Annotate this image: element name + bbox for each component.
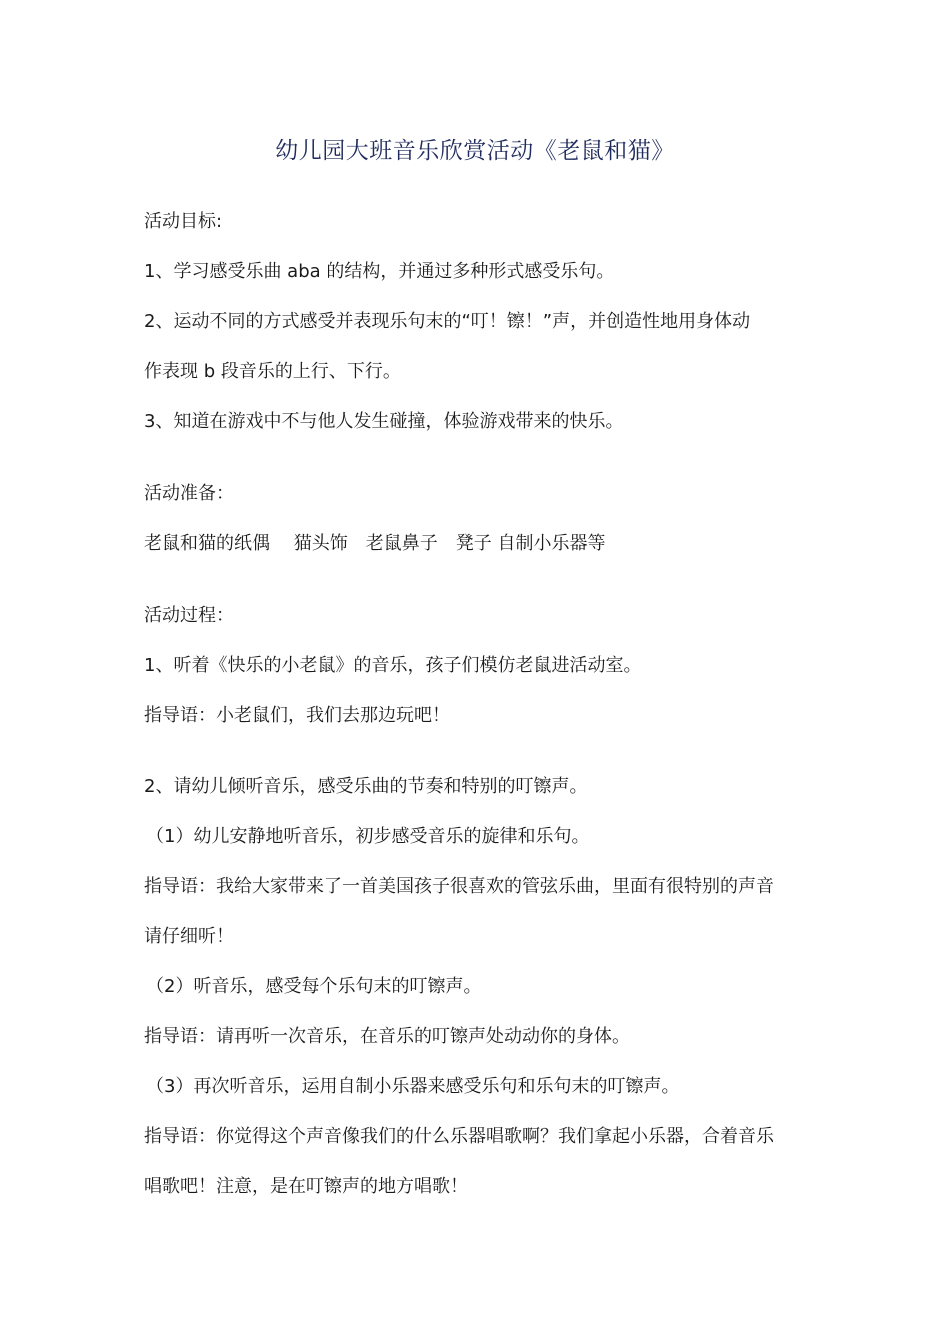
substep-1: （1）幼儿安静地听音乐，初步感受音乐的旋律和乐句。	[146, 826, 590, 847]
substep-2: （2）听音乐，感受每个乐句末的叮镲声。	[146, 976, 482, 997]
preparation-materials: 老鼠和猫的纸偶 猫头饰 老鼠鼻子 凳子 自制小乐器等	[144, 533, 606, 554]
goal-item-2: 2、运动不同的方式感受并表现乐句末的“叮！镲！”声，并创造性地用身体动	[144, 311, 751, 332]
section-heading-goals: 活动目标:	[144, 211, 223, 232]
section-heading-process: 活动过程：	[144, 605, 234, 626]
guidance-text-2-continued: 请仔细听！	[144, 926, 234, 947]
process-step-2: 2、请幼儿倾听音乐，感受乐曲的节奏和特别的叮镲声。	[144, 776, 588, 797]
goal-item-2-continued: 作表现 b 段音乐的上行、下行。	[144, 361, 401, 382]
guidance-text-4-continued: 唱歌吧！注意，是在叮镲声的地方唱歌！	[144, 1176, 468, 1197]
guidance-text-3: 指导语：请再听一次音乐，在音乐的叮镲声处动动你的身体。	[144, 1026, 630, 1047]
substep-3: （3）再次听音乐，运用自制小乐器来感受乐句和乐句末的叮镲声。	[146, 1076, 680, 1097]
process-step-1: 1、听着《快乐的小老鼠》的音乐，孩子们模仿老鼠进活动室。	[144, 655, 642, 676]
guidance-text-2: 指导语：我给大家带来了一首美国孩子很喜欢的管弦乐曲，里面有很特别的声音	[144, 876, 774, 897]
document-title: 幼儿园大班音乐欣赏活动《老鼠和猫》	[275, 138, 675, 164]
section-heading-preparation: 活动准备：	[144, 483, 234, 504]
guidance-text-1: 指导语：小老鼠们，我们去那边玩吧！	[144, 705, 450, 726]
goal-item-1: 1、学习感受乐曲 aba 的结构，并通过多种形式感受乐句。	[144, 261, 615, 282]
goal-item-3: 3、知道在游戏中不与他人发生碰撞，体验游戏带来的快乐。	[144, 411, 624, 432]
guidance-text-4: 指导语：你觉得这个声音像我们的什么乐器唱歌啊？我们拿起小乐器，合着音乐	[144, 1126, 774, 1147]
